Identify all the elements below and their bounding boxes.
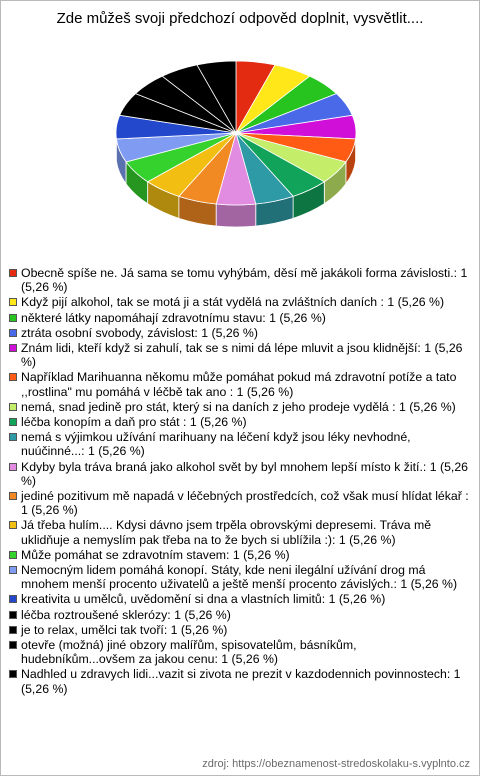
legend-swatch	[9, 433, 17, 441]
legend-swatch	[9, 403, 17, 411]
chart-title: Zde můžeš svoji předchozí odpověd doplnit, vysvětlit....	[56, 10, 424, 27]
legend-item	[9, 592, 471, 606]
legend-label: Nemocným lidem pomáhá konopí. Státy, kde neni ilegální užívání drog má mnohem menší procento uživatelů a ještě menší procento závislých.: 1 (5,26 %)	[21, 563, 458, 592]
legend-label: Když pijí alkohol, tak se motá ji a stát vydělá na zvláštních daních : 1 (5,26 %)	[21, 295, 445, 310]
legend-item	[9, 326, 471, 340]
legend-item	[9, 489, 471, 517]
legend-label: Znám lidi, kteří když si zahulí, tak se s nimi dá lépe mluvit a jsou klidnější: 1 (5,26 %)	[21, 341, 463, 370]
legend-swatch	[9, 373, 17, 381]
legend-label: nemá, snad jedině pro stát, který si na daních z jeho prodeje vydělá : 1 (5,26 %)	[21, 399, 456, 414]
legend-swatch	[9, 344, 17, 352]
legend-label: Může pomáhat se zdravotním stavem: 1 (5,26 %)	[21, 547, 290, 562]
legend-swatch	[9, 611, 17, 619]
legend-swatch	[9, 626, 17, 634]
legend-swatch	[9, 314, 17, 322]
legend-swatch	[9, 670, 17, 678]
legend-label: léčba konopím a daň pro stát : 1 (5,26 %)	[21, 415, 247, 430]
legend-item	[9, 400, 471, 414]
legend-item	[9, 295, 471, 309]
legend-item	[9, 623, 471, 637]
legend-item	[9, 563, 471, 591]
legend-item	[9, 311, 471, 325]
legend-swatch	[9, 492, 17, 500]
legend-swatch	[9, 418, 17, 426]
legend-swatch	[9, 298, 17, 306]
legend-swatch	[9, 269, 17, 277]
legend-item	[9, 667, 471, 695]
chart-legend	[9, 266, 471, 697]
legend-label: je to relax, umělci tak tvoří: 1 (5,26 %)	[21, 622, 228, 637]
pie-slice-side	[216, 204, 256, 227]
legend-item	[9, 430, 471, 458]
legend-label: Kdyby byla tráva braná jako alkohol svět by byl mnohem lepší místo k žití.: 1 (5,26 %)	[21, 459, 468, 488]
legend-label: kreativita u umělců, uvědomění si dna a vlastních limitů: 1 (5,26 %)	[21, 592, 386, 607]
legend-swatch	[9, 521, 17, 529]
legend-label: ztráta osobní svobody, závislost: 1 (5,26 %)	[21, 325, 258, 340]
legend-item	[9, 608, 471, 622]
legend-item	[9, 370, 471, 398]
legend-item	[9, 518, 471, 546]
legend-swatch	[9, 329, 17, 337]
legend-item	[9, 341, 471, 369]
legend-item	[9, 415, 471, 429]
legend-label: léčba roztroušené sklerózy: 1 (5,26 %)	[21, 607, 231, 622]
legend-item	[9, 638, 471, 666]
legend-label: Já třeba hulím.... Kdysi dávno jsem trpěla obrovskými depresemi. Tráva mě uklidňuje a nemyslím pak třeba na to že bych si ublížila :): 1 (5,26 %)	[21, 518, 432, 547]
legend-label: jediné pozitivum mě napadá v léčebných prostředcích, což však musí hlídat lékař : 1 (5,26 %)	[21, 489, 469, 518]
legend-swatch	[9, 463, 17, 471]
legend-label: Nadhled u zdravych lidi...vazit si zivota ne prezit v kazdodennich povinnostech: 1 (5,26 %)	[21, 667, 461, 696]
legend-item	[9, 460, 471, 488]
legend-item	[9, 266, 471, 294]
legend-swatch	[9, 551, 17, 559]
legend-label: některé látky napomáhají zdravotnímu stavu: 1 (5,26 %)	[21, 310, 326, 325]
legend-swatch	[9, 566, 17, 574]
chart-source: zdroj: https://obeznamenost-stredoskolaku-s.vyplnto.cz	[202, 758, 470, 770]
legend-label: otevře (možná) jiné obzory malířům, spisovatelům, básníkům, hudebníkům...ovšem za jakou cenu: 1 (5,26 %)	[21, 638, 357, 667]
pie-chart	[101, 53, 371, 243]
legend-swatch	[9, 641, 17, 649]
legend-label: Například Marihuanna někomu může pomáhat pokud má zdravotní potíže a tato ,,rostlina" mu pomáhá v léčbě tak ano : 1 (5,26 %)	[21, 370, 457, 399]
legend-label: nemá s výjimkou užívání marihuany na léčení když jsou léky nevhodné, nuúčinné...: 1 (5,26 %)	[21, 430, 411, 459]
legend-item	[9, 548, 471, 562]
legend-swatch	[9, 595, 17, 603]
legend-label: Obecně spíše ne. Já sama se tomu vyhýbám, děsí mě jakákoli forma závislosti.: 1 (5,26 %)	[21, 266, 468, 295]
